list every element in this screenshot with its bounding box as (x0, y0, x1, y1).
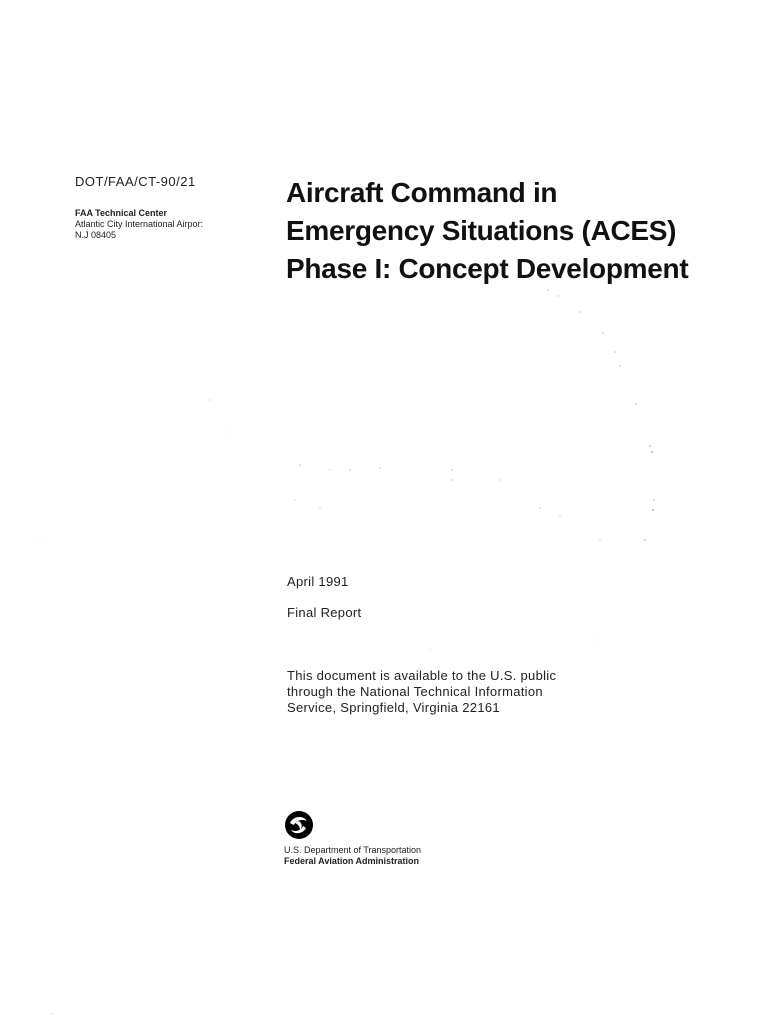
availability-statement (287, 668, 556, 716)
title-line-3: Phase I: Concept Development (286, 253, 689, 284)
issuer-block (75, 208, 203, 241)
availability-line-1: This document is available to the U.S. public (287, 668, 557, 683)
availability-line-2: through the National Technical Information (287, 684, 543, 699)
issuer-address-line-2: N.J 08405 (75, 230, 117, 240)
dot-triskelion-icon (284, 810, 314, 840)
agency-department: U.S. Department of Transportation (284, 845, 422, 855)
report-number: DOT/FAA/CT-90/21 (75, 174, 196, 189)
issuer-organization: FAA Technical Center (75, 208, 168, 218)
report-date: April 1991 (287, 574, 349, 589)
title-line-1: Aircraft Command in (286, 177, 558, 208)
report-title (286, 174, 688, 288)
issuer-address-line-1: Atlantic City International Airpor: (75, 219, 204, 229)
availability-line-3: Service, Springfield, Virginia 22161 (287, 700, 500, 715)
report-type: Final Report (287, 605, 362, 620)
agency-administration: Federal Aviation Administration (284, 856, 420, 866)
title-line-2: Emergency Situations (ACES) (286, 215, 677, 246)
agency-block (284, 845, 421, 867)
